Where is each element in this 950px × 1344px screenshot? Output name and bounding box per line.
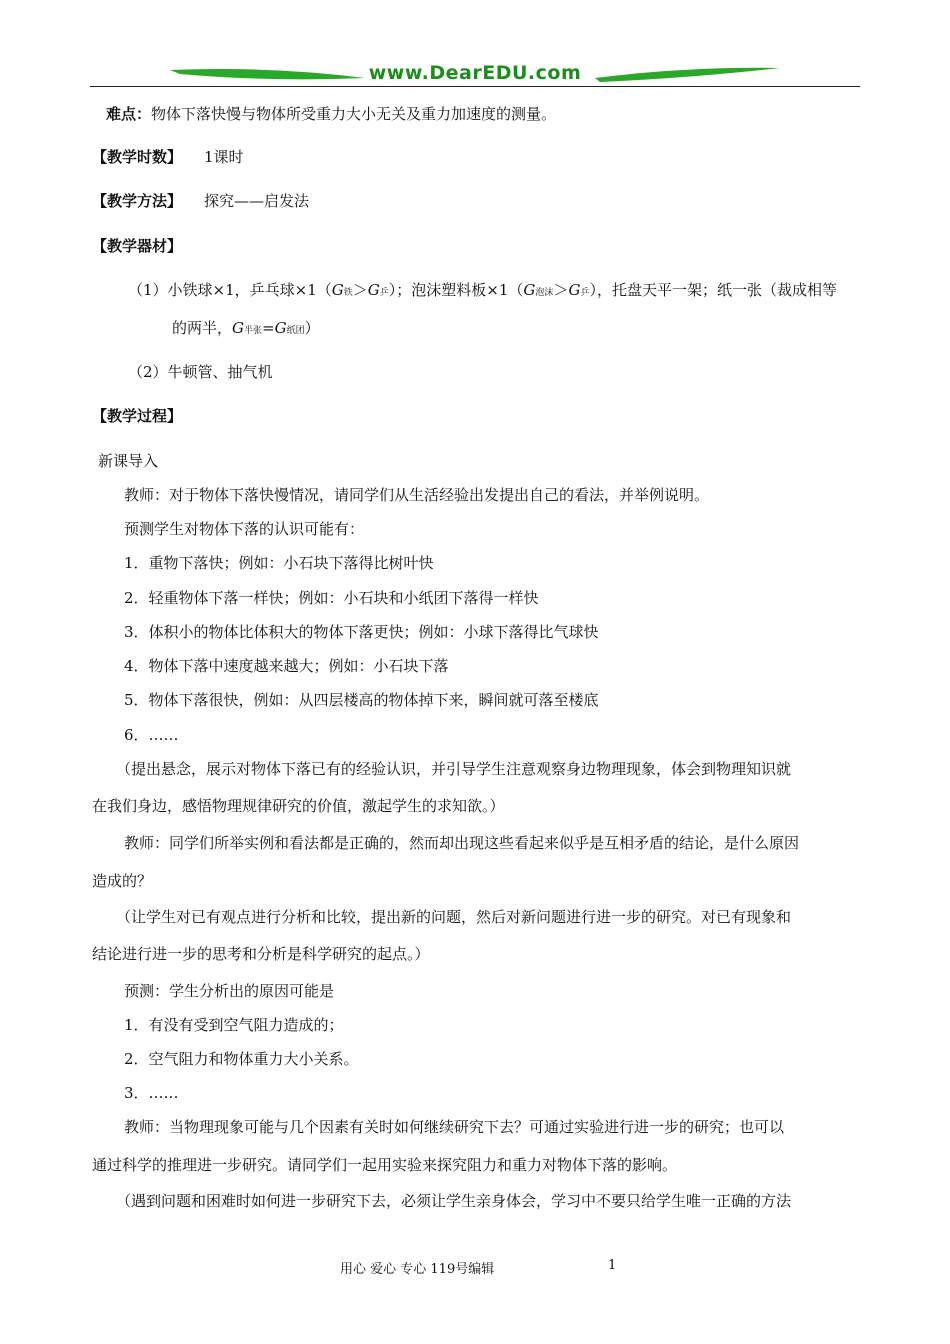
teaching-method-value: 探究——启发法: [204, 192, 310, 210]
paragraph-line: 造成的？: [92, 872, 153, 890]
symbol-g: G: [367, 281, 380, 299]
subscript: 半张: [244, 326, 263, 336]
paragraph-line: （遇到问题和困难时如何进一步研究下去，必须让学生亲身体会，学习中不要只给学生唯一正确的方法: [116, 1192, 792, 1210]
difficulty-line: [106, 104, 950, 124]
list-item: 1．重物下落快；例如：小石块下落得比树叶快: [124, 554, 434, 572]
page-number: 1: [608, 1258, 617, 1273]
paragraph-line: （提出悬念，展示对物体下落已有的经验认识，并引导学生注意观察身边物理现象，体会到物理知识就: [116, 760, 792, 778]
paragraph-line: 预测：学生分析出的原因可能是: [124, 982, 335, 1000]
list-item: 1．有没有受到空气阻力造成的；: [124, 1016, 344, 1034]
equipment-text: ），托盘天平一架；纸一张（裁成相等: [589, 281, 837, 299]
teaching-hours-line: [92, 147, 950, 167]
equipment-item-1: [128, 280, 950, 303]
symbol-gt: ＞: [352, 281, 368, 299]
equipment-text: （1）小铁球×1，乒乓球×1（: [128, 281, 332, 299]
symbol-g: G: [523, 281, 536, 299]
teaching-hours-label: 【教学时数】: [92, 148, 183, 166]
paragraph-line: 通过科学的推理进一步研究。请同学们一起用实验来探究阻力和重力对物体下落的影响。: [92, 1156, 678, 1174]
subscript: 乒: [580, 288, 590, 298]
paragraph-line: （让学生对已有观点进行分析和比较，提出新的问题，然后对新问题进行进一步的研究。对已有现象和: [116, 908, 792, 926]
paragraph-line: 教师：当物理现象可能与几个因素有关时如何继续研究下去？可通过实验进行进一步的研究；也可以: [124, 1118, 785, 1136]
paragraph-line: 在我们身边，感悟物理规律研究的价值，激起学生的求知欲。）: [92, 797, 505, 815]
equipment-heading: 【教学器材】: [92, 237, 183, 255]
list-item: 6．……: [124, 726, 179, 744]
equipment-item-1-cont: [172, 318, 950, 341]
symbol-g: G: [274, 319, 287, 337]
subscript: 泡沫: [535, 288, 554, 298]
equipment-item-2: （2）牛顿管、抽气机: [128, 363, 273, 381]
list-item: 4．物体下落中速度越来越大；例如：小石块下落: [124, 657, 449, 675]
list-item: 3．体积小的物体比体积大的物体下落更快；例如：小球下落得比气球快: [124, 623, 599, 641]
list-item: 2．轻重物体下落一样快；例如：小石块和小纸团下落得一样快: [124, 589, 539, 607]
teaching-hours-value: 1课时: [204, 148, 244, 166]
footer-note: 用心 爱心 专心 119号编辑: [340, 1262, 495, 1277]
list-item: 5．物体下落很快，例如：从四层楼高的物体掉下来，瞬间就可落至楼底: [124, 691, 599, 709]
equipment-text: ）；泡沫塑料板×1（: [388, 281, 524, 299]
symbol-eq: =: [262, 319, 275, 337]
symbol-g: G: [331, 281, 344, 299]
subscript: 乒: [379, 288, 389, 298]
difficulty-label: 难点：: [106, 105, 152, 123]
paragraph-line: 教师：同学们所举实例和看法都是正确的，然而却出现这些看起来似乎是互相矛盾的结论，是什么原因: [124, 834, 800, 852]
symbol-g: G: [568, 281, 581, 299]
paragraph-line: 教师：对于物体下落快慢情况，请同学们从生活经验出发提出自己的看法，并举例说明。: [124, 486, 710, 504]
equipment-text: 的两半，: [172, 319, 233, 337]
paragraph-line: 结论进行进一步的思考和分析是科学研究的起点。）: [92, 945, 430, 963]
list-item: 3．……: [124, 1084, 179, 1102]
symbol-g: G: [232, 319, 244, 337]
list-item: 2．空气阻力和物体重力大小关系。: [124, 1050, 359, 1068]
teaching-method-line: [92, 191, 950, 211]
symbol-gt: ＞: [553, 281, 569, 299]
site-logo-text: www.DearEDU.com: [368, 62, 582, 84]
site-header-banner: [90, 60, 860, 92]
equipment-text: ）: [304, 319, 320, 337]
intro-heading: 新课导入: [98, 452, 159, 470]
process-heading: 【教学过程】: [92, 407, 183, 425]
subscript: 铁: [343, 288, 353, 298]
paragraph-line: 预测学生对物体下落的认识可能有：: [124, 520, 365, 538]
difficulty-text: 物体下落快慢与物体所受重力大小无关及重力加速度的测量。: [151, 105, 557, 123]
teaching-method-label: 【教学方法】: [92, 192, 183, 210]
subscript: 纸团: [286, 326, 305, 336]
header-divider: [90, 86, 860, 87]
